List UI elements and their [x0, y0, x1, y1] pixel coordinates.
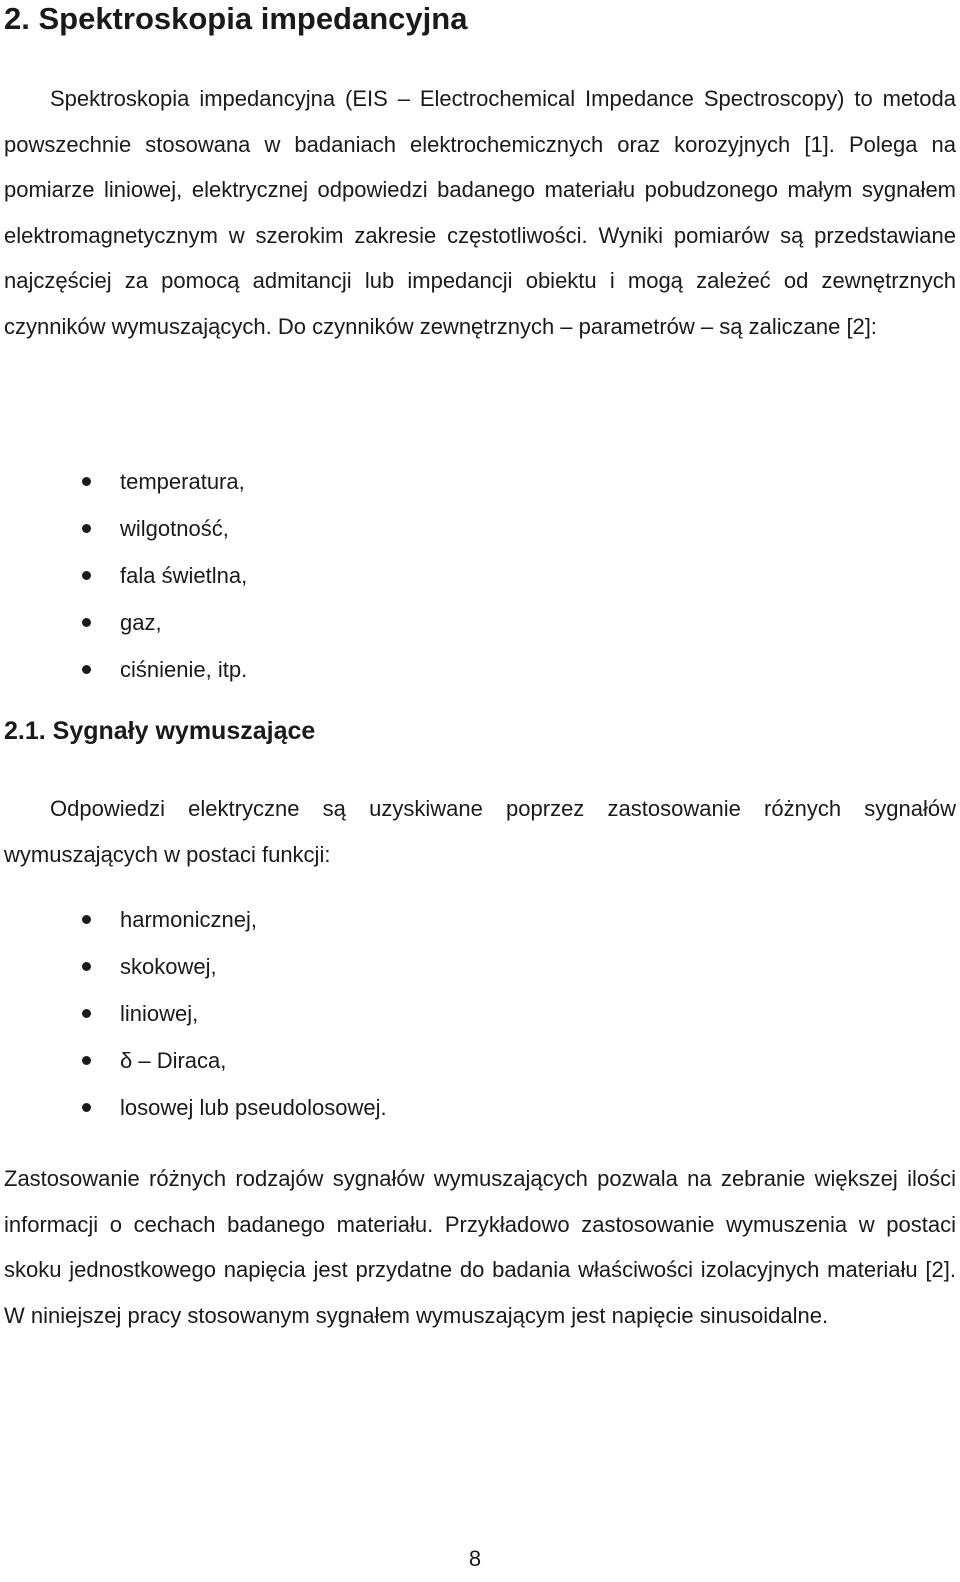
list-item-text: temperatura, — [120, 469, 245, 494]
bullet-icon — [82, 477, 91, 486]
list-item — [0, 646, 247, 693]
page-number: 8 — [468, 1546, 482, 1571]
list-item-text: skokowej, — [120, 954, 217, 979]
forcing-functions-list — [0, 896, 387, 1131]
list-item-text: harmonicznej, — [120, 907, 257, 932]
list-item — [0, 599, 247, 646]
list-item-text: ciśnienie, itp. — [120, 657, 248, 682]
bullet-icon — [82, 1009, 91, 1018]
list-item-text: wilgotność, — [120, 516, 229, 541]
subsection-intro-text: Odpowiedzi elektryczne są uzyskiwane poprzez zastosowanie różnych sygnałów wymuszających w postaci funkcji: — [4, 796, 956, 867]
list-item-text: liniowej, — [120, 1001, 199, 1026]
list-item-text: losowej lub pseudolosowej. — [120, 1095, 387, 1120]
list-item — [0, 1037, 387, 1084]
bullet-icon — [82, 618, 91, 627]
list-item-text: gaz, — [120, 610, 162, 635]
list-item — [0, 458, 247, 505]
bullet-icon — [82, 524, 91, 533]
subsection-intro-paragraph — [4, 786, 956, 877]
intro-paragraph — [4, 76, 956, 349]
subsection-heading: 2.1. Sygnały wymuszające — [4, 717, 316, 745]
intro-paragraph-text: Spektroskopia impedancyjna (EIS – Electrochemical Impedance Spectroscopy) to metoda powszechnie stosowana w badaniach elektrochemicznych oraz korozyjnych [1]. Polega na pomiarze liniowej, elektrycznej odpowiedzi badanego materiału pobudzonego małym sygnałem elektromagnetycznym w szerokim zakresie częstotliwości. Wyniki pomiarów są przedstawiane najczęściej za pomocą admitancji lub impedancji obiektu i mogą zależeć od zewnętrznych czynników wymuszających. Do czynników zewnętrznych – parametrów – są zaliczane [2]: — [4, 86, 956, 339]
list-item — [0, 990, 387, 1037]
section-heading: 2. Spektroskopia impedancyjna — [4, 1, 468, 36]
list-item — [0, 943, 387, 990]
bullet-icon — [82, 1103, 91, 1112]
bullet-icon — [82, 915, 91, 924]
list-item — [0, 1084, 387, 1131]
list-item — [0, 505, 247, 552]
conclusion-paragraph: Zastosowanie różnych rodzajów sygnałów wymuszających pozwala na zebranie większej ilości informacji o cechach badanego materiału. Przykładowo zastosowanie wymuszenia w postaci skoku jednostkowego napięcia jest przydatne do badania właściwości izolacyjnych materiału [2]. W niniejszej pracy stosowanym sygnałem wymuszającym jest napięcie sinusoidalne. — [4, 1166, 956, 1328]
list-item-text: fala świetlna, — [120, 563, 248, 588]
list-item-text: δ – Diraca, — [120, 1048, 227, 1073]
list-item — [0, 552, 247, 599]
bullet-icon — [82, 962, 91, 971]
bullet-icon — [82, 665, 91, 674]
bullet-icon — [82, 1056, 91, 1065]
external-factors-list — [0, 458, 247, 693]
bullet-icon — [82, 571, 91, 580]
list-item — [0, 896, 387, 943]
